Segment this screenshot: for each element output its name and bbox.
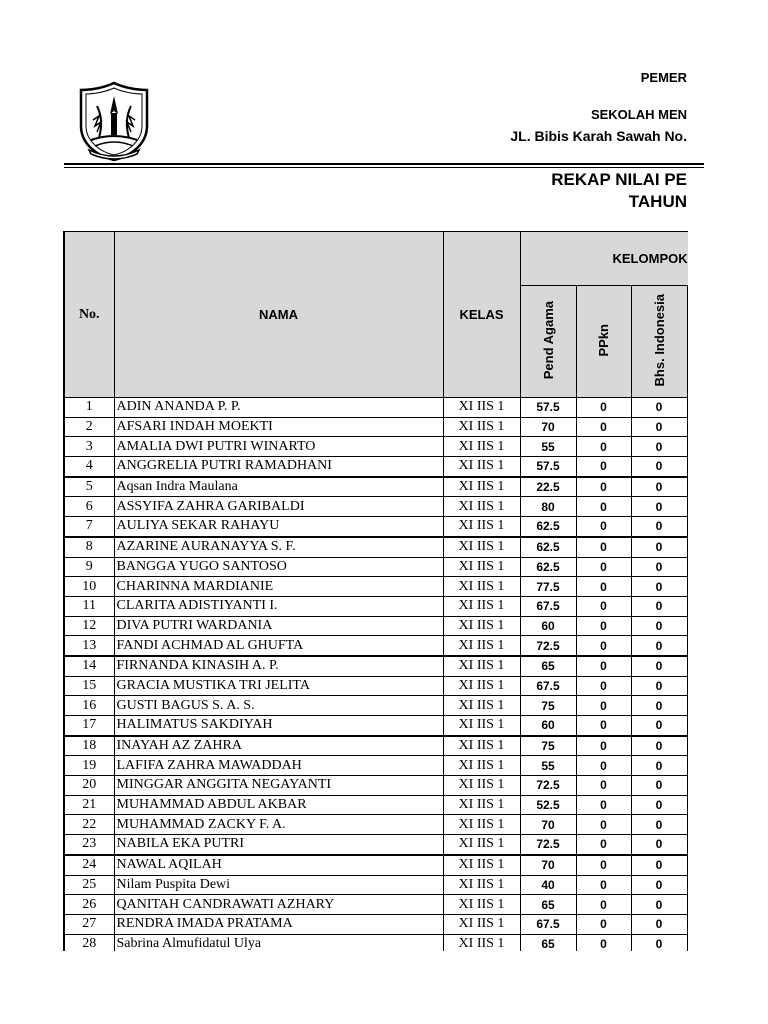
cell-ppkn: 0	[576, 537, 631, 557]
cell-no: 25	[64, 875, 114, 895]
document-subtitle: TAHUN	[628, 192, 687, 211]
cell-ppkn: 0	[576, 616, 631, 636]
table-row	[64, 756, 688, 776]
cell-nama: NAWAL AQILAH	[114, 855, 443, 875]
cell-kelas: XI IIS 1	[443, 616, 520, 636]
table-row	[64, 616, 688, 636]
cell-no: 21	[64, 795, 114, 815]
cell-pend-agama: 67.5	[520, 676, 576, 696]
table-row	[64, 815, 688, 835]
cell-pend-agama: 55	[520, 437, 576, 457]
cell-no: 10	[64, 577, 114, 597]
cell-pend-agama: 60	[520, 616, 576, 636]
cell-nama: FANDI ACHMAD AL GHUFTA	[114, 636, 443, 656]
cell-nama: HALIMATUS SAKDIYAH	[114, 716, 443, 736]
table-row	[64, 557, 688, 577]
cell-no: 11	[64, 596, 114, 616]
cell-kelas: XI IIS 1	[443, 914, 520, 934]
cell-ppkn: 0	[576, 417, 631, 437]
table-row	[64, 577, 688, 597]
cell-ppkn: 0	[576, 696, 631, 716]
cell-bhs-indonesia: 0	[631, 776, 687, 796]
table-row	[64, 457, 688, 477]
cell-no: 26	[64, 895, 114, 915]
cell-no: 16	[64, 696, 114, 716]
cell-no: 19	[64, 756, 114, 776]
column-header-pend-agama	[520, 286, 576, 398]
cell-kelas: XI IIS 1	[443, 716, 520, 736]
cell-bhs-indonesia: 0	[631, 815, 687, 835]
cell-no: 24	[64, 855, 114, 875]
table-row	[64, 398, 688, 418]
cell-no: 13	[64, 636, 114, 656]
cell-next-cut	[687, 934, 688, 951]
cell-nama: Nilam Puspita Dewi	[114, 875, 443, 895]
cell-pend-agama: 75	[520, 696, 576, 716]
cell-ppkn: 0	[576, 517, 631, 537]
cell-nama: CLARITA ADISTIYANTI I.	[114, 596, 443, 616]
table-row	[64, 914, 688, 934]
cell-bhs-indonesia: 0	[631, 656, 687, 676]
cell-kelas: XI IIS 1	[443, 895, 520, 915]
cell-next-cut	[687, 537, 688, 557]
cell-bhs-indonesia: 0	[631, 557, 687, 577]
cell-bhs-indonesia: 0	[631, 736, 687, 756]
cell-next-cut	[687, 855, 688, 875]
cell-ppkn: 0	[576, 875, 631, 895]
cell-kelas: XI IIS 1	[443, 676, 520, 696]
header-rule-thin	[64, 167, 704, 168]
cell-no: 7	[64, 517, 114, 537]
cell-kelas: XI IIS 1	[443, 776, 520, 796]
cell-nama: LAFIFA ZAHRA MAWADDAH	[114, 756, 443, 776]
table-row	[64, 636, 688, 656]
cell-pend-agama: 52.5	[520, 795, 576, 815]
cell-bhs-indonesia: 0	[631, 696, 687, 716]
cell-kelas: XI IIS 1	[443, 537, 520, 557]
cell-kelas: XI IIS 1	[443, 855, 520, 875]
cell-nama: Aqsan Indra Maulana	[114, 477, 443, 497]
cell-bhs-indonesia: 0	[631, 875, 687, 895]
cell-nama: FIRNANDA KINASIH A. P.	[114, 656, 443, 676]
cell-nama: AULIYA SEKAR RAHAYU	[114, 517, 443, 537]
table-row	[64, 596, 688, 616]
cell-nama: ANGGRELIA PUTRI RAMADHANI	[114, 457, 443, 477]
cell-pend-agama: 67.5	[520, 596, 576, 616]
cell-pend-agama: 77.5	[520, 577, 576, 597]
cell-kelas: XI IIS 1	[443, 795, 520, 815]
cell-no: 1	[64, 398, 114, 418]
cell-no: 6	[64, 497, 114, 517]
cell-nama: MUHAMMAD ABDUL AKBAR	[114, 795, 443, 815]
column-header-bhs-indonesia	[631, 286, 687, 398]
cell-ppkn: 0	[576, 815, 631, 835]
cell-bhs-indonesia: 0	[631, 577, 687, 597]
cell-next-cut	[687, 815, 688, 835]
cell-no: 15	[64, 676, 114, 696]
cell-bhs-indonesia: 0	[631, 895, 687, 915]
cell-ppkn: 0	[576, 676, 631, 696]
cell-ppkn: 0	[576, 855, 631, 875]
cell-bhs-indonesia: 0	[631, 457, 687, 477]
cell-no: 9	[64, 557, 114, 577]
cell-pend-agama: 70	[520, 417, 576, 437]
column-header-next-cut	[687, 286, 688, 398]
cell-no: 27	[64, 914, 114, 934]
cell-next-cut	[687, 696, 688, 716]
cell-ppkn: 0	[576, 437, 631, 457]
cell-bhs-indonesia: 0	[631, 417, 687, 437]
cell-no: 3	[64, 437, 114, 457]
header-rule-thick	[64, 163, 704, 165]
table-row	[64, 477, 688, 497]
cell-no: 18	[64, 736, 114, 756]
cell-pend-agama: 62.5	[520, 557, 576, 577]
column-group-kelompok: KELOMPOK	[520, 232, 688, 286]
cell-bhs-indonesia: 0	[631, 756, 687, 776]
cell-ppkn: 0	[576, 557, 631, 577]
cell-next-cut	[687, 835, 688, 855]
cell-ppkn: 0	[576, 736, 631, 756]
subject-label: Pend Agama	[540, 300, 556, 380]
table-row	[64, 875, 688, 895]
cell-kelas: XI IIS 1	[443, 636, 520, 656]
cell-kelas: XI IIS 1	[443, 517, 520, 537]
cell-kelas: XI IIS 1	[443, 577, 520, 597]
cell-next-cut	[687, 557, 688, 577]
cell-next-cut	[687, 656, 688, 676]
table-row	[64, 835, 688, 855]
cell-pend-agama: 70	[520, 815, 576, 835]
cell-kelas: XI IIS 1	[443, 696, 520, 716]
subject-label: PPkn	[596, 323, 611, 357]
cell-next-cut	[687, 577, 688, 597]
cell-next-cut	[687, 716, 688, 736]
cell-bhs-indonesia: 0	[631, 855, 687, 875]
table-row	[64, 776, 688, 796]
cell-pend-agama: 75	[520, 736, 576, 756]
cell-nama: DIVA PUTRI WARDANIA	[114, 616, 443, 636]
cell-bhs-indonesia: 0	[631, 497, 687, 517]
cell-pend-agama: 55	[520, 756, 576, 776]
cell-kelas: XI IIS 1	[443, 596, 520, 616]
table-row	[64, 497, 688, 517]
cell-ppkn: 0	[576, 477, 631, 497]
cell-next-cut	[687, 398, 688, 418]
table-row	[64, 676, 688, 696]
cell-pend-agama: 67.5	[520, 914, 576, 934]
table-row	[64, 656, 688, 676]
cell-kelas: XI IIS 1	[443, 497, 520, 517]
cell-nama: AZARINE AURANAYYA S. F.	[114, 537, 443, 557]
grades-table	[63, 231, 688, 951]
cell-nama: RENDRA IMADA PRATAMA	[114, 914, 443, 934]
cell-ppkn: 0	[576, 795, 631, 815]
cell-next-cut	[687, 736, 688, 756]
cell-pend-agama: 62.5	[520, 537, 576, 557]
grades-table-container	[63, 231, 688, 951]
cell-nama: MUHAMMAD ZACKY F. A.	[114, 815, 443, 835]
cell-kelas: XI IIS 1	[443, 736, 520, 756]
cell-pend-agama: 22.5	[520, 477, 576, 497]
cell-ppkn: 0	[576, 596, 631, 616]
header-line-government: PEMER	[640, 70, 687, 85]
cell-kelas: XI IIS 1	[443, 417, 520, 437]
cell-ppkn: 0	[576, 895, 631, 915]
table-row	[64, 517, 688, 537]
cell-ppkn: 0	[576, 636, 631, 656]
cell-next-cut	[687, 895, 688, 915]
cell-kelas: XI IIS 1	[443, 656, 520, 676]
cell-ppkn: 0	[576, 398, 631, 418]
table-row	[64, 855, 688, 875]
cell-no: 28	[64, 934, 114, 951]
cell-nama: INAYAH AZ ZAHRA	[114, 736, 443, 756]
cell-bhs-indonesia: 0	[631, 517, 687, 537]
cell-next-cut	[687, 596, 688, 616]
cell-pend-agama: 57.5	[520, 457, 576, 477]
cell-kelas: XI IIS 1	[443, 934, 520, 951]
cell-bhs-indonesia: 0	[631, 914, 687, 934]
cell-bhs-indonesia: 0	[631, 537, 687, 557]
cell-kelas: XI IIS 1	[443, 557, 520, 577]
cell-bhs-indonesia: 0	[631, 616, 687, 636]
table-row	[64, 795, 688, 815]
table-row	[64, 716, 688, 736]
table-row	[64, 696, 688, 716]
column-header-ppkn	[576, 286, 631, 398]
cell-pend-agama: 62.5	[520, 517, 576, 537]
cell-ppkn: 0	[576, 577, 631, 597]
cell-no: 23	[64, 835, 114, 855]
cell-ppkn: 0	[576, 457, 631, 477]
cell-bhs-indonesia: 0	[631, 795, 687, 815]
cell-pend-agama: 65	[520, 934, 576, 951]
cell-nama: AMALIA DWI PUTRI WINARTO	[114, 437, 443, 457]
cell-ppkn: 0	[576, 835, 631, 855]
cell-pend-agama: 60	[520, 716, 576, 736]
cell-nama: GRACIA MUSTIKA TRI JELITA	[114, 676, 443, 696]
cell-next-cut	[687, 795, 688, 815]
cell-nama: MINGGAR ANGGITA NEGAYANTI	[114, 776, 443, 796]
cell-nama: GUSTI BAGUS S. A. S.	[114, 696, 443, 716]
cell-no: 4	[64, 457, 114, 477]
cell-nama: Sabrina Almufidatul Ulya	[114, 934, 443, 951]
cell-kelas: XI IIS 1	[443, 756, 520, 776]
cell-pend-agama: 80	[520, 497, 576, 517]
cell-nama: BANGGA YUGO SANTOSO	[114, 557, 443, 577]
provincial-emblem-logo	[77, 80, 151, 162]
cell-kelas: XI IIS 1	[443, 398, 520, 418]
cell-no: 17	[64, 716, 114, 736]
cell-ppkn: 0	[576, 776, 631, 796]
cell-kelas: XI IIS 1	[443, 835, 520, 855]
cell-bhs-indonesia: 0	[631, 596, 687, 616]
cell-no: 14	[64, 656, 114, 676]
cell-next-cut	[687, 776, 688, 796]
cell-ppkn: 0	[576, 656, 631, 676]
cell-no: 8	[64, 537, 114, 557]
cell-kelas: XI IIS 1	[443, 477, 520, 497]
cell-next-cut	[687, 875, 688, 895]
table-body	[64, 398, 688, 952]
cell-nama: NABILA EKA PUTRI	[114, 835, 443, 855]
cell-next-cut	[687, 497, 688, 517]
cell-pend-agama: 72.5	[520, 835, 576, 855]
cell-pend-agama: 57.5	[520, 398, 576, 418]
table-row	[64, 437, 688, 457]
cell-pend-agama: 70	[520, 855, 576, 875]
cell-next-cut	[687, 437, 688, 457]
cell-bhs-indonesia: 0	[631, 477, 687, 497]
cell-kelas: XI IIS 1	[443, 437, 520, 457]
cell-nama: ADIN ANANDA P. P.	[114, 398, 443, 418]
table-row	[64, 895, 688, 915]
cell-nama: CHARINNA MARDIANIE	[114, 577, 443, 597]
cell-next-cut	[687, 676, 688, 696]
cell-next-cut	[687, 457, 688, 477]
header-line-address: JL. Bibis Karah Sawah No.	[510, 128, 687, 144]
cell-no: 20	[64, 776, 114, 796]
column-header-kelas: KELAS	[443, 232, 520, 398]
cell-bhs-indonesia: 0	[631, 636, 687, 656]
cell-no: 22	[64, 815, 114, 835]
cell-ppkn: 0	[576, 934, 631, 951]
cell-ppkn: 0	[576, 914, 631, 934]
cell-pend-agama: 65	[520, 895, 576, 915]
cell-no: 5	[64, 477, 114, 497]
document-title: REKAP NILAI PE	[551, 170, 687, 189]
cell-ppkn: 0	[576, 756, 631, 776]
table-row	[64, 934, 688, 951]
cell-pend-agama: 40	[520, 875, 576, 895]
cell-kelas: XI IIS 1	[443, 815, 520, 835]
cell-pend-agama: 72.5	[520, 776, 576, 796]
table-row	[64, 736, 688, 756]
cell-next-cut	[687, 417, 688, 437]
column-header-nama: NAMA	[114, 232, 443, 398]
cell-bhs-indonesia: 0	[631, 676, 687, 696]
cell-next-cut	[687, 636, 688, 656]
cell-bhs-indonesia: 0	[631, 398, 687, 418]
cell-bhs-indonesia: 0	[631, 716, 687, 736]
subject-label: Bhs. Indonesia	[651, 293, 667, 387]
table-row	[64, 537, 688, 557]
cell-kelas: XI IIS 1	[443, 875, 520, 895]
cell-next-cut	[687, 914, 688, 934]
cell-ppkn: 0	[576, 497, 631, 517]
cell-next-cut	[687, 756, 688, 776]
cell-bhs-indonesia: 0	[631, 835, 687, 855]
column-header-no: No.	[64, 232, 114, 398]
header-line-school: SEKOLAH MEN	[590, 107, 687, 122]
cell-pend-agama: 72.5	[520, 636, 576, 656]
cell-no: 12	[64, 616, 114, 636]
cell-nama: ASSYIFA ZAHRA GARIBALDI	[114, 497, 443, 517]
cell-ppkn: 0	[576, 716, 631, 736]
cell-bhs-indonesia: 0	[631, 934, 687, 951]
cell-pend-agama: 65	[520, 656, 576, 676]
cell-nama: QANITAH CANDRAWATI AZHARY	[114, 895, 443, 915]
cell-next-cut	[687, 616, 688, 636]
cell-no: 2	[64, 417, 114, 437]
cell-bhs-indonesia: 0	[631, 437, 687, 457]
table-row	[64, 417, 688, 437]
cell-nama: AFSARI INDAH MOEKTI	[114, 417, 443, 437]
cell-kelas: XI IIS 1	[443, 457, 520, 477]
cell-next-cut	[687, 477, 688, 497]
cell-next-cut	[687, 517, 688, 537]
